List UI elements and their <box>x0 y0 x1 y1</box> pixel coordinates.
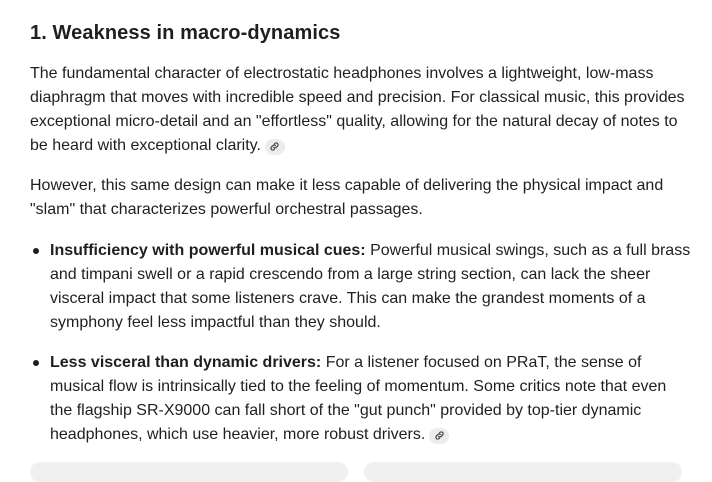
link-icon <box>434 430 445 441</box>
paragraph-however: However, this same design can make it less capable of delivering the physical impact and "slam" that characterizes powerful orchestral passages. <box>30 177 664 218</box>
paragraph-intro-text: The fundamental character of electrostatic headphones involves a lightweight, low-mass diaphragm that moves with incredible speed and precision. For classical music, this provides exceptional micro-detail and an "effortless" quality, allowing for the natural decay of notes to be heard with exceptional clarity. <box>30 65 685 154</box>
bullet-list <box>30 239 692 447</box>
source-link-chip[interactable] <box>429 428 449 444</box>
bullet-dot <box>33 360 39 366</box>
paragraph-intro <box>30 62 690 158</box>
list-item-text: Powerful musical swings, such as a full brass and timpani swell or a rapid crescendo from a large string section, can lack the sheer visceral impact that some listeners crave. This can make the grandest moments of a symphony feel less impactful than they should. <box>50 242 691 331</box>
section-heading: 1. Weakness in macro-dynamics <box>30 22 341 44</box>
list-item <box>30 239 692 335</box>
source-card[interactable] <box>364 462 682 482</box>
source-card[interactable] <box>30 462 348 482</box>
list-item-text: For a listener focused on PRaT, the sense of musical flow is intrinsically tied to the feeling of momentum. Some critics note that even the flagship SR-X9000 can fall short of the "gut punch" provided by top-tier dynamic headphones, which use heavier, more robust drivers. <box>50 354 667 443</box>
source-link-chip[interactable] <box>265 139 285 155</box>
list-item-title: Insufficiency with powerful musical cues: <box>50 242 366 259</box>
source-cards <box>30 462 682 482</box>
link-icon <box>269 141 280 152</box>
list-item-title: Less visceral than dynamic drivers: <box>50 354 322 371</box>
bullet-dot <box>33 248 39 254</box>
list-item <box>30 351 692 447</box>
